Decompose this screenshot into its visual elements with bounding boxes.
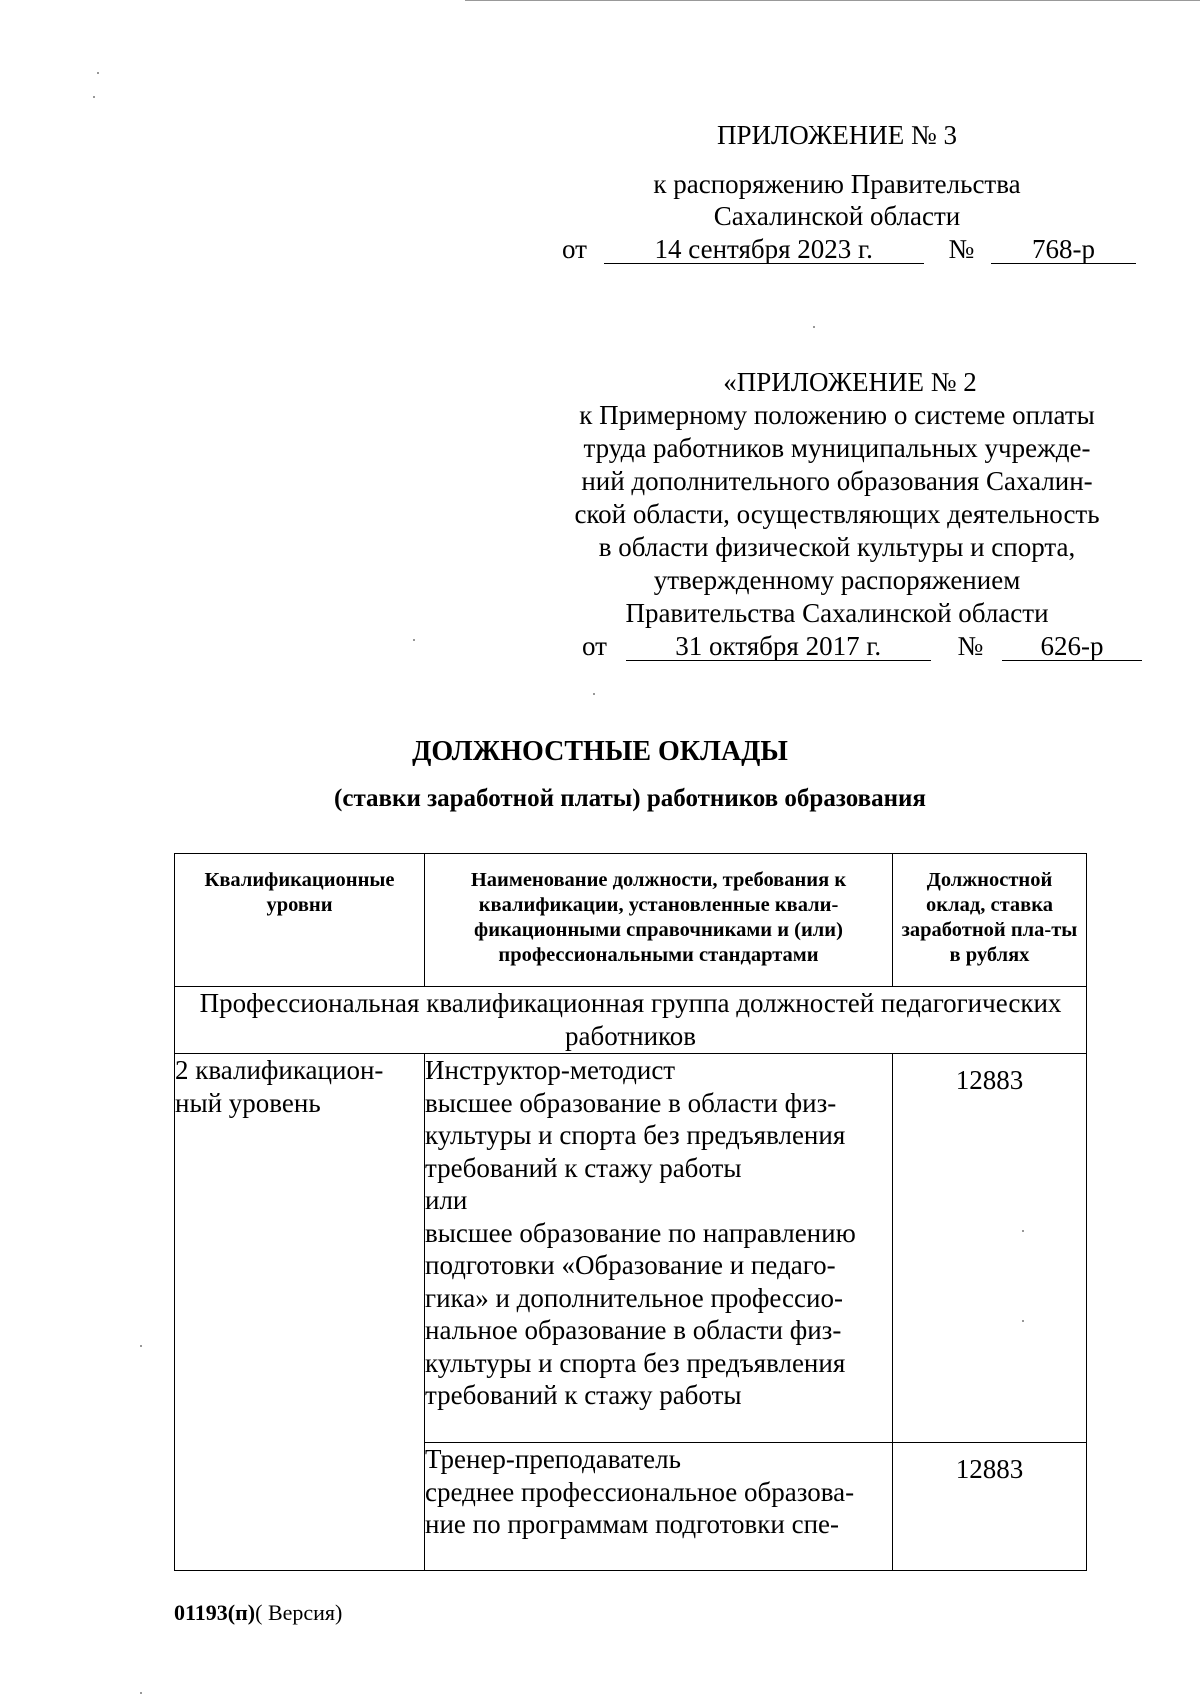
salary-cell: 12883 [893, 1443, 1087, 1571]
requirement-text: требований к стажу работы [425, 1380, 742, 1410]
page-title: ДОЛЖНОСТНЫЕ ОКЛАДЫ [412, 736, 788, 767]
group-title: Профессиональная квалификационная группа должностей педагогических работников [175, 987, 1087, 1054]
requirement-text: требований к стажу работы [425, 1152, 742, 1183]
scan-speck [140, 1345, 142, 1347]
appendix-order-line1: к распоряжению Правительства [653, 169, 1021, 199]
requirement-text: гика» и дополнительное профессио- [425, 1282, 843, 1313]
requirement-text: высшее образование в области физ- [425, 1087, 837, 1118]
requirement-text: высшее образование по направлению [425, 1217, 856, 1248]
quoted-appendix-line: ний дополнительного образования Сахалин- [581, 466, 1093, 496]
requirement-text: культуры и спорта без предъявления [425, 1120, 846, 1150]
appendix-number: 768-р [991, 235, 1136, 264]
document-code: 01193(п) [174, 1600, 256, 1625]
from-label: от [582, 631, 607, 661]
requirement-text: ние по программам подготовки спе- [425, 1509, 840, 1539]
level-cell [175, 1054, 425, 1571]
document-version: ( Версия) [255, 1600, 343, 1625]
header-position-requirements: Наименование должности, требования к квалификации, установленные квали-фикационными справочниками и (или) профессиональными стандартами [425, 854, 893, 987]
quoted-appendix-line: к Примерному положению о системе оплаты [579, 400, 1095, 430]
number-label: № [948, 234, 975, 264]
position-text: Тренер-преподаватель [425, 1444, 681, 1474]
quoted-appendix-line: Правительства Сахалинской области [625, 598, 1049, 628]
quoted-appendix-date: 31 октября 2017 г. [626, 632, 931, 661]
quoted-appendix-number: 626-р [1002, 632, 1142, 661]
scan-speck [413, 639, 415, 641]
table-header-row [175, 854, 1087, 987]
appendix-order-line2: Сахалинской области [713, 201, 961, 231]
quoted-appendix-title: «ПРИЛОЖЕНИЕ № 2 [723, 367, 977, 397]
scan-speck [813, 326, 815, 328]
appendix-date-row [562, 233, 1136, 265]
salary-table [174, 853, 1087, 1571]
requirement-text: культуры и спорта без предъявления [425, 1347, 846, 1378]
requirement-text: подготовки «Образование и педаго- [425, 1250, 836, 1280]
scan-speck [93, 96, 95, 98]
table-row [175, 1054, 1087, 1443]
salary-cell: 12883 [893, 1054, 1087, 1443]
scan-top-edge [465, 0, 1200, 1]
requirement-text: или [425, 1185, 468, 1215]
requirement-text: среднее профессиональное образова- [425, 1476, 855, 1507]
quoted-appendix-date-row [582, 630, 1142, 662]
scan-speck [97, 72, 99, 74]
position-text: Инструктор-методист [425, 1055, 676, 1085]
page-subtitle: (ставки заработной платы) работников образования [334, 785, 926, 812]
position-cell [425, 1054, 893, 1443]
level-text: ный уровень [175, 1087, 321, 1118]
header-qualification-levels: Квалификационные уровни [175, 854, 425, 987]
number-label: № [957, 631, 984, 661]
position-cell [425, 1443, 893, 1571]
quoted-appendix-line: труда работников муниципальных учрежде- [583, 433, 1091, 463]
table-group-row [175, 987, 1087, 1054]
appendix-date: 14 сентября 2023 г. [604, 235, 924, 264]
quoted-appendix-line: ской области, осуществляющих деятельность [574, 499, 1100, 529]
document-footer [174, 1600, 342, 1626]
level-text: 2 квалификацион- [175, 1055, 384, 1085]
scan-speck [593, 693, 595, 695]
appendix-title: ПРИЛОЖЕНИЕ № 3 [716, 120, 958, 150]
scan-speck [140, 1692, 142, 1694]
from-label: от [562, 234, 587, 264]
quoted-appendix-line: утвержденному распоряжением [653, 565, 1021, 595]
requirement-text: нальное образование в области физ- [425, 1315, 842, 1345]
header-salary: Должностной оклад, ставка заработной пла-ты в рублях [893, 854, 1087, 987]
quoted-appendix-line: в области физической культуры и спорта, [598, 532, 1076, 562]
